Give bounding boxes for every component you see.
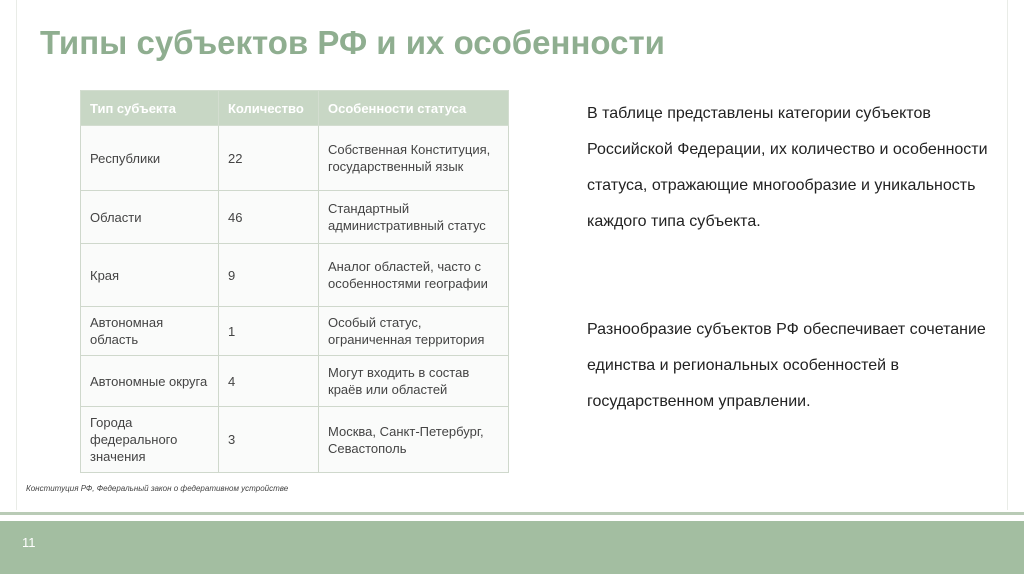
cell-features: Стандартный административный статус [319, 191, 509, 244]
cell-features: Могут входить в состав краёв или областей [319, 356, 509, 407]
table-header-row [81, 91, 509, 126]
cell-features: Аналог областей, часто с особенностями географии [319, 244, 509, 307]
slide-title: Типы субъектов РФ и их особенности [40, 24, 665, 61]
right-divider [1007, 0, 1008, 510]
cell-count: 1 [219, 307, 319, 356]
cell-count: 46 [219, 191, 319, 244]
description-paragraph-1: В таблице представлены категории субъектов Российской Федерации, их количество и особенности статуса, отражающие многообразие и уникальность каждого типа субъекта. [587, 105, 988, 230]
cell-features: Собственная Конституция, государственный язык [319, 126, 509, 191]
cell-count: 9 [219, 244, 319, 307]
header-count: Количество [219, 91, 319, 126]
cell-type: Области [81, 191, 219, 244]
cell-count: 4 [219, 356, 319, 407]
description-paragraph-2: Разнообразие субъектов РФ обеспечивает сочетание единства и региональных особенностей в государственном управлении. [587, 321, 986, 410]
cell-type: Города федерального значения [81, 407, 219, 473]
cell-type: Автономные округа [81, 356, 219, 407]
page-number: 11 [22, 535, 36, 550]
table-row [81, 191, 509, 244]
cell-features: Москва, Санкт-Петербург, Севастополь [319, 407, 509, 473]
header-features: Особенности статуса [319, 91, 509, 126]
table-row [81, 356, 509, 407]
subjects-table [80, 90, 509, 473]
table-row [81, 244, 509, 307]
cell-type: Автономная область [81, 307, 219, 356]
source-note: Конституция РФ, Федеральный закон о федеративном устройстве [26, 484, 289, 493]
left-divider [16, 0, 17, 510]
cell-features: Особый статус, ограниченная территория [319, 307, 509, 356]
footer-bar [0, 521, 1024, 574]
header-type: Тип субъекта [81, 91, 219, 126]
cell-type: Края [81, 244, 219, 307]
table-row [81, 407, 509, 473]
table-row [81, 126, 509, 191]
table-row [81, 307, 509, 356]
cell-count: 22 [219, 126, 319, 191]
cell-type: Республики [81, 126, 219, 191]
subjects-table-container [80, 90, 509, 473]
cell-count: 3 [219, 407, 319, 473]
